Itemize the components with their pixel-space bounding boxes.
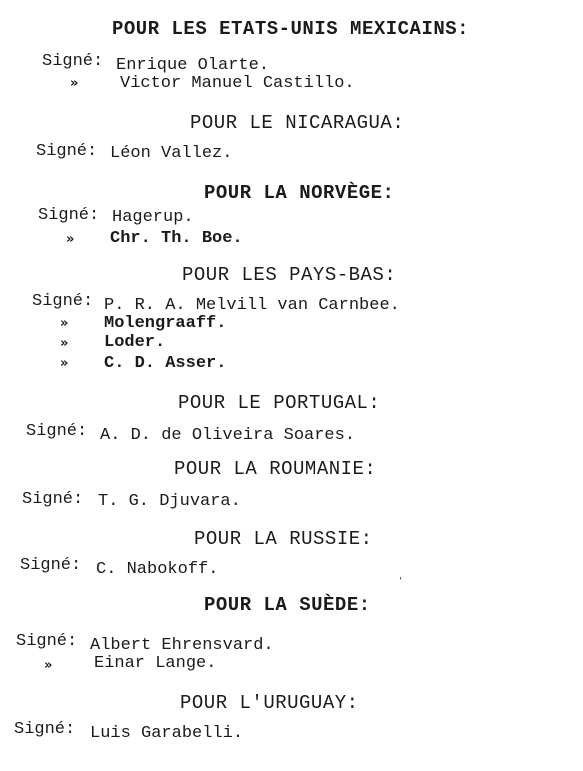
section-heading-sweden: POUR LA SUÈDE:	[204, 594, 371, 616]
signatory-name: Hagerup.	[112, 208, 194, 227]
ditto-mark: »	[44, 658, 53, 673]
section-heading-norway: POUR LA NORVÈGE:	[204, 182, 395, 204]
section-heading-portugal: POUR LE PORTUGAL:	[178, 392, 381, 414]
signature-prefix: Signé:	[20, 556, 82, 575]
signatory-name: Enrique Olarte.	[116, 56, 270, 75]
section-heading-nicaragua: POUR LE NICARAGUA:	[190, 112, 405, 134]
signatory-name: T. G. Djuvara.	[98, 492, 241, 511]
signatory-name: Albert Ehrensvard.	[90, 636, 274, 655]
section-heading-russia: POUR LA RUSSIE:	[194, 528, 373, 550]
signatory-name: Léon Vallez.	[110, 144, 233, 163]
section-heading-mexico: POUR LES ETATS-UNIS MEXICAINS:	[112, 18, 470, 40]
section-heading-netherlands: POUR LES PAYS-BAS:	[182, 264, 397, 286]
signatory-name: Luis Garabelli.	[90, 724, 244, 743]
ditto-mark: »	[60, 336, 69, 351]
signatory-name: Victor Manuel Castillo.	[120, 74, 355, 93]
signatory-name: Molengraaff.	[104, 314, 227, 333]
ditto-mark: »	[60, 356, 69, 371]
ditto-mark: »	[70, 76, 79, 91]
signature-prefix: Signé:	[38, 206, 100, 225]
signatory-name: A. D. de Oliveira Soares.	[100, 426, 356, 445]
signature-prefix: Signé:	[36, 142, 98, 161]
signature-prefix: Signé:	[22, 490, 84, 509]
signatory-name: P. R. A. Melvill van Carnbee.	[104, 296, 400, 315]
signature-prefix: Signé:	[16, 632, 78, 651]
signature-prefix: Signé:	[42, 52, 104, 71]
signatory-name: Einar Lange.	[94, 654, 217, 673]
stray-print-mark: '	[399, 576, 402, 587]
signature-prefix: Signé:	[14, 720, 76, 739]
signatory-name: C. D. Asser.	[104, 354, 227, 373]
signatory-name: Chr. Th. Boe.	[110, 229, 243, 248]
section-heading-uruguay: POUR L'URUGUAY:	[180, 692, 359, 714]
ditto-mark: »	[60, 316, 69, 331]
signatory-name: C. Nabokoff.	[96, 560, 219, 579]
signature-prefix: Signé:	[32, 292, 94, 311]
signature-prefix: Signé:	[26, 422, 88, 441]
ditto-mark: »	[66, 232, 75, 247]
section-heading-romania: POUR LA ROUMANIE:	[174, 458, 377, 480]
signatory-name: Loder.	[104, 333, 166, 352]
